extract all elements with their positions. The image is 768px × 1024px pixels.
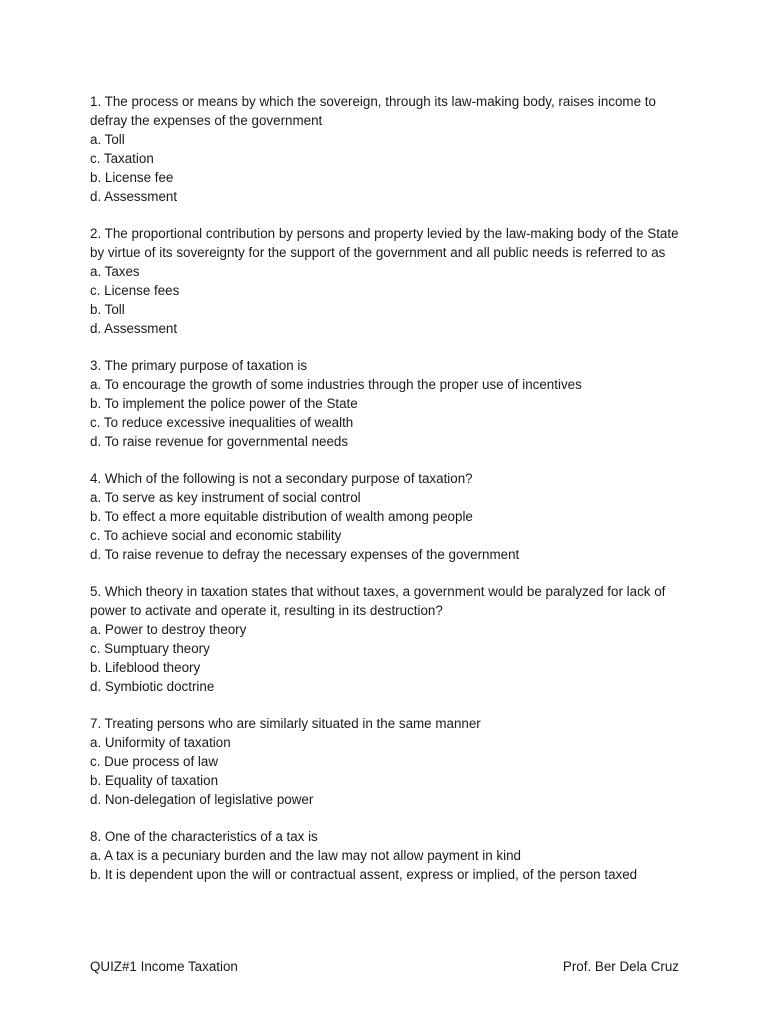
option-d: d. Assessment — [90, 320, 178, 336]
option-b: b. License fee — [90, 169, 174, 185]
option-b: b. Lifeblood theory — [90, 659, 201, 675]
option-d: d. To raise revenue to defray the necessary expenses of the government — [90, 546, 520, 562]
option-d: d. To raise revenue for governmental needs — [90, 433, 349, 449]
question-text: 2. The proportional contribution by persons and property levied by the law-making body of the State by virtue of its sovereignty for the support of the government and all public needs is referred to as — [90, 226, 679, 260]
option-b: b. Equality of taxation — [90, 773, 219, 789]
question-text: 8. One of the characteristics of a tax is — [90, 829, 318, 845]
option-d: d. Non-delegation of legislative power — [90, 791, 314, 807]
option-b: b. To implement the police power of the State — [90, 395, 358, 411]
question-4 — [90, 470, 680, 565]
question-8 — [90, 828, 680, 885]
question-7 — [90, 715, 680, 810]
option-c: c. Due process of law — [90, 754, 219, 770]
question-text: 5. Which theory in taxation states that without taxes, a government would be paralyzed for lack of power to activate and operate it, resulting in its destruction? — [90, 584, 666, 619]
option-b: b. To effect a more equitable distribution of wealth among people — [90, 509, 473, 524]
option-a: a. Power to destroy theory — [90, 622, 247, 638]
option-c: c. To reduce excessive inequalities of wealth — [90, 414, 354, 430]
question-text: 1. The process or means by which the sovereign, through its law-making body, raises income to defray the expenses of the government — [90, 94, 656, 128]
option-c: c. Taxation — [90, 150, 154, 166]
option-a: a. To serve as key instrument of social control — [90, 490, 361, 506]
page-footer — [90, 958, 679, 976]
option-a: a. Toll — [90, 131, 125, 147]
option-d: d. Assessment — [90, 188, 178, 204]
option-b: b. Toll — [90, 301, 125, 317]
question-text: 4. Which of the following is not a secondary purpose of taxation? — [90, 471, 473, 487]
option-c: c. Sumptuary theory — [90, 641, 210, 657]
question-1 — [90, 93, 680, 206]
option-a: a. A tax is a pecuniary burden and the law may not allow payment in kind — [90, 848, 521, 864]
option-a: a. To encourage the growth of some industries through the proper use of incentives — [90, 376, 582, 392]
footer-author: Prof. Ber Dela Cruz — [562, 959, 679, 974]
question-text: 3. The primary purpose of taxation is — [90, 358, 308, 374]
footer-quiz-title: QUIZ#1 Income Taxation — [90, 959, 238, 974]
option-b: b. It is dependent upon the will or contractual assent, express or implied, of the person taxed — [90, 867, 638, 883]
option-a: a. Uniformity of taxation — [90, 735, 231, 751]
option-c: c. To achieve social and economic stability — [90, 527, 342, 543]
question-text: 7. Treating persons who are similarly situated in the same manner — [90, 716, 481, 732]
quiz-page — [90, 93, 680, 904]
question-2 — [90, 225, 680, 338]
question-3 — [90, 357, 680, 452]
option-a: a. Taxes — [90, 263, 140, 279]
question-5 — [90, 583, 680, 696]
option-d: d. Symbiotic doctrine — [90, 678, 215, 694]
option-c: c. License fees — [90, 282, 180, 298]
